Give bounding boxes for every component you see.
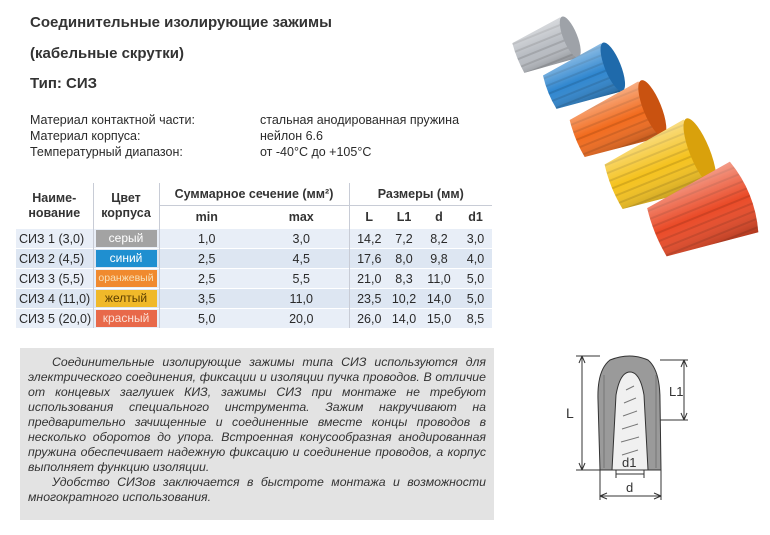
- cell-name: СИЗ 3 (5,5): [16, 269, 93, 289]
- cell-L: 21,0: [349, 269, 389, 289]
- dim-d: d: [626, 480, 634, 495]
- cell-d: 14,0: [419, 289, 459, 309]
- cell-d1: 5,0: [459, 269, 492, 289]
- spec-value: от -40°С до +105°С: [260, 145, 372, 159]
- cell-d1: 5,0: [459, 289, 492, 309]
- cell-d1: 4,0: [459, 249, 492, 269]
- color-swatch: оранжевый: [96, 270, 157, 287]
- color-swatch: синий: [96, 250, 157, 267]
- cell-L1: 10,2: [389, 289, 419, 309]
- cell-name: СИЗ 2 (4,5): [16, 249, 93, 269]
- cell-L1: 7,2: [389, 229, 419, 249]
- cell-L: 14,2: [349, 229, 389, 249]
- cell-max: 3,0: [254, 229, 349, 249]
- description-paragraph: Соединительные изолирующие зажимы типа СИЗ используются для электрического соединения, фиксации и изоляции пучка проводов. В отличие от концевых заглушек КИЗ, зажимы СИЗ при монтаже не требуют использования специального инструмента. Зажим накручивают на предварительно зачищенные и соединенные вместе концы проводов в несколько оборотов до упора. Встроенная конусообразная анодированная пружина обеспечивает надежную фиксацию и соединение проводов, а корпус выполняет функцию изоляции.: [28, 355, 486, 474]
- dim-d1: d1: [622, 455, 637, 470]
- color-swatch: желтый: [96, 290, 157, 307]
- header-L: L: [349, 206, 389, 229]
- dim-L: L: [566, 405, 574, 421]
- cell-name: СИЗ 4 (11,0): [16, 289, 93, 309]
- spec-value: стальная анодированная пружина: [260, 113, 460, 127]
- cell-L1: 8,3: [389, 269, 419, 289]
- cell-L: 26,0: [349, 309, 389, 329]
- header-min: min: [159, 206, 254, 229]
- cell-min: 2,5: [159, 249, 254, 269]
- spec-value: нейлон 6.6: [260, 129, 323, 143]
- spec-label: Температурный диапазон:: [30, 145, 183, 159]
- header-d: d: [419, 206, 459, 229]
- cell-name: СИЗ 5 (20,0): [16, 309, 93, 329]
- header-L1: L1: [389, 206, 419, 229]
- cell-d: 11,0: [419, 269, 459, 289]
- cell-name: СИЗ 1 (3,0): [16, 229, 93, 249]
- cell-L1: 8,0: [389, 249, 419, 269]
- title: Соединительные изолирующие зажимы: [30, 14, 332, 31]
- cell-min: 2,5: [159, 269, 254, 289]
- header-name: Наиме- нование: [16, 183, 93, 229]
- header-max: max: [254, 206, 349, 229]
- type-label: Тип: СИЗ: [30, 75, 98, 92]
- header-section: Суммарное сечение (мм²): [159, 183, 349, 206]
- cell-d: 9,8: [419, 249, 459, 269]
- cell-d1: 3,0: [459, 229, 492, 249]
- cell-d: 8,2: [419, 229, 459, 249]
- subtitle: (кабельные скрутки): [30, 45, 184, 62]
- cell-max: 5,5: [254, 269, 349, 289]
- description-paragraph: Удобство СИЗов заключается в быстроте монтажа и возможности многократного использования.: [28, 475, 486, 504]
- cell-d1: 8,5: [459, 309, 492, 329]
- cell-d: 15,0: [419, 309, 459, 329]
- cell-L: 17,6: [349, 249, 389, 269]
- cell-L: 23,5: [349, 289, 389, 309]
- header-sizes: Размеры (мм): [349, 183, 492, 206]
- cell-max: 20,0: [254, 309, 349, 329]
- dim-L1: L1: [669, 384, 684, 399]
- cell-max: 4,5: [254, 249, 349, 269]
- cell-max: 11,0: [254, 289, 349, 309]
- cell-min: 5,0: [159, 309, 254, 329]
- color-swatch: серый: [96, 230, 157, 247]
- header-d1: d1: [459, 206, 492, 229]
- cell-L1: 14,0: [389, 309, 419, 329]
- spec-label: Материал корпуса:: [30, 129, 141, 143]
- header-color: Цвет корпуса: [93, 183, 159, 229]
- cell-min: 3,5: [159, 289, 254, 309]
- cell-min: 1,0: [159, 229, 254, 249]
- spec-label: Материал контактной части:: [30, 113, 195, 127]
- color-swatch: красный: [96, 310, 157, 327]
